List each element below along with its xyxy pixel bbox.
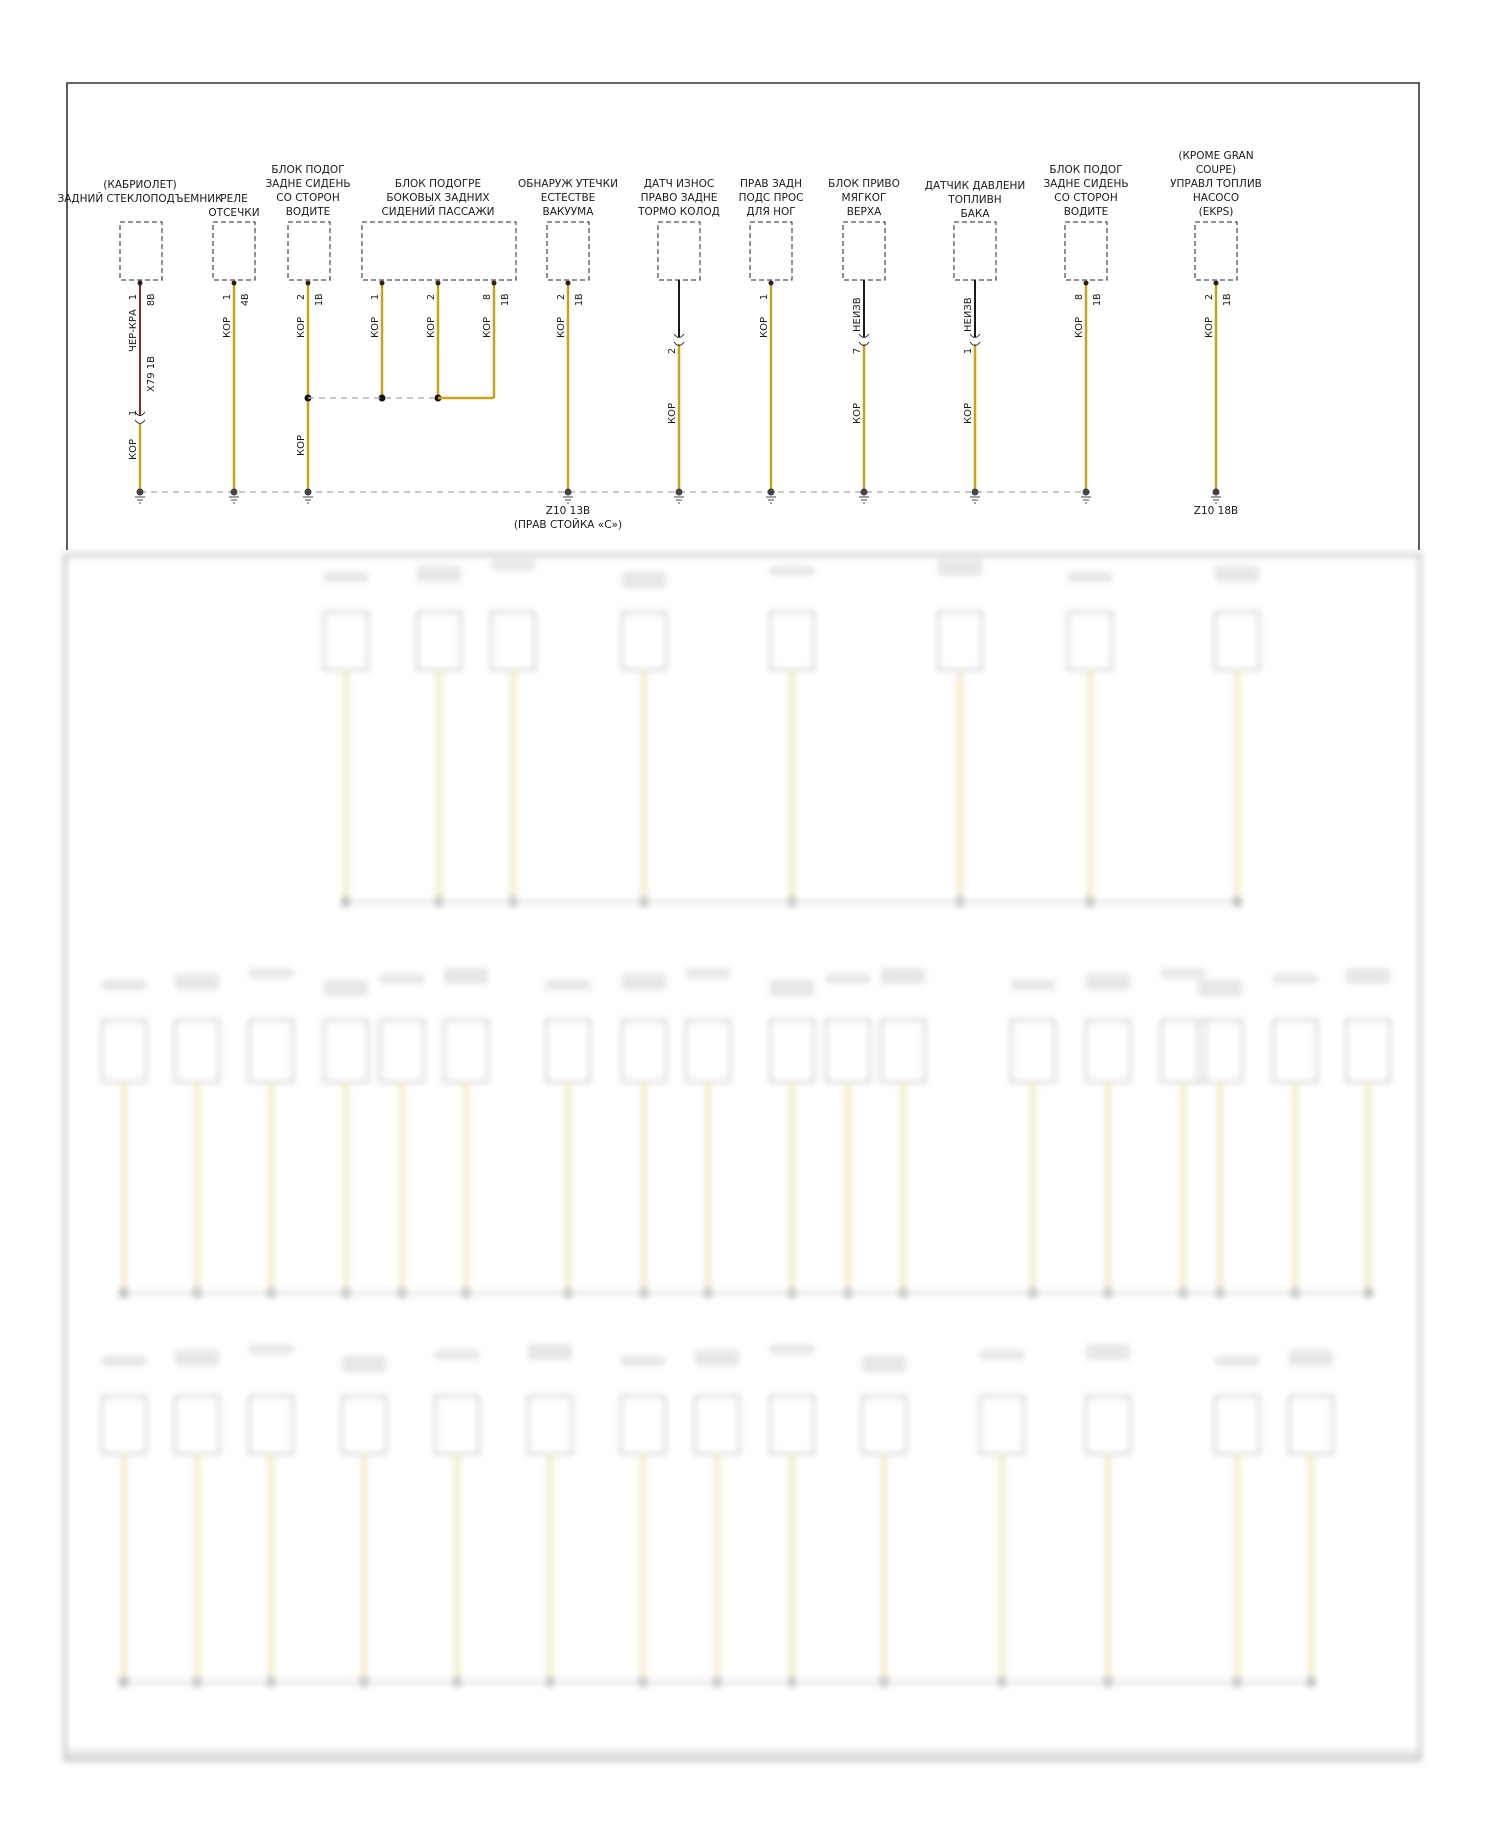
component-label-line: (EKPS) (1198, 206, 1234, 218)
component-label-line: ЕСТЕСТВЕ (540, 192, 596, 204)
pin-number: 8 (482, 293, 493, 300)
row1-box-blur (1215, 612, 1259, 670)
wire-color-label: КОР (128, 438, 139, 460)
component-soft-top-drive-unit (828, 178, 900, 503)
row2-label-blur (1161, 968, 1205, 978)
row1-box-blur (491, 612, 535, 670)
component-label-line: СО СТОРОН (1054, 192, 1118, 204)
row3-box-blur (621, 1396, 665, 1454)
row2-label-blur (1011, 980, 1055, 990)
row2-label-blur (102, 980, 146, 990)
pin-number: 7 (852, 347, 863, 354)
pin-number: 2 (667, 347, 678, 354)
row2-box-blur (102, 1020, 146, 1082)
row2-box-blur (1273, 1020, 1317, 1082)
component-label-line: ЗАДНЕ СИДЕНЬ (265, 178, 351, 190)
row3-box-blur (435, 1396, 479, 1454)
row3-box-blur (980, 1396, 1024, 1454)
row2-label-blur (881, 968, 925, 984)
component-label-line: БАКА (960, 208, 990, 220)
component-label-line: БЛОК ПОДОГ (1049, 164, 1123, 176)
component-label-line: ВЕРХА (846, 206, 882, 218)
row3-label-blur (435, 1350, 479, 1360)
wire-color-label: КОР (1074, 316, 1085, 338)
wire-color-label: НЕИЗВ (852, 297, 863, 332)
row1-box-blur (622, 612, 666, 670)
row2-box-blur (770, 1020, 814, 1082)
row3-label-blur (1086, 1344, 1130, 1360)
row3-label-blur (695, 1350, 739, 1366)
row1-label-blur (324, 572, 368, 582)
component-label-line: COUPE) (1195, 164, 1237, 176)
row2-label-blur (444, 968, 488, 984)
wire-color-label: КОР (667, 402, 678, 424)
component-label-line: ТОРМО КОЛОД (638, 206, 720, 218)
row1-box-blur (417, 612, 461, 670)
component-label-line: ОБНАРУЖ УТЕЧКИ (518, 178, 618, 190)
pin-number: 1 (128, 293, 139, 300)
pin-number: 1 (759, 293, 770, 300)
component-cutoff-relay (208, 193, 259, 503)
wire-color-label: НЕИЗВ (963, 297, 974, 332)
wire-color-label: КОР (426, 316, 437, 338)
row2-box-blur (380, 1020, 424, 1082)
row2-box-blur (1346, 1020, 1390, 1082)
row2-box-blur (881, 1020, 925, 1082)
row3-box-blur (862, 1396, 906, 1454)
component-label-line: (КАБРИОЛЕТ) (103, 179, 177, 191)
row3-label-blur (1215, 1356, 1259, 1366)
component-rear-right-footwell-light (739, 178, 804, 503)
component-label-line: БЛОК ПРИВО (828, 178, 900, 190)
pin-number: 2 (296, 293, 307, 300)
connector-id: 1В (574, 293, 585, 306)
row3-box-blur (528, 1396, 572, 1454)
row2-label-blur (1198, 980, 1242, 996)
row3-box-blur (1289, 1396, 1333, 1454)
row2-box-blur (546, 1020, 590, 1082)
component-fuel-pump-control-ekps (1170, 150, 1262, 503)
component-label-line: ТОПЛИВН (948, 194, 1002, 206)
row1-label-blur (1215, 566, 1259, 582)
row2-label-blur (380, 974, 424, 984)
row2-label-blur (1086, 974, 1130, 990)
component-label-line: ОТСЕЧКИ (208, 207, 260, 219)
row2-box-blur (622, 1020, 666, 1082)
splice-label: X79 1B (146, 356, 157, 392)
row1-box-blur (938, 612, 982, 670)
row1-label-blur (417, 566, 461, 582)
wire-color-label: КОР (852, 402, 863, 424)
connector-id: 1В (500, 293, 511, 306)
component-label-line: УПРАВЛ ТОПЛИВ (1170, 178, 1262, 190)
wire-color-label: КОР (222, 316, 233, 338)
component-label-line: ДЛЯ НОГ (746, 206, 796, 218)
row2-label-blur (1346, 968, 1390, 984)
row2-label-blur (770, 980, 814, 996)
component-label-line: (КРОМЕ GRAN (1178, 150, 1254, 162)
splice-pin-number: 1 (128, 409, 139, 416)
ground-label: Z10 13B (545, 505, 591, 517)
row3-label-blur (621, 1356, 665, 1366)
component-label-line: ЗАДНЕ СИДЕНЬ (1043, 178, 1129, 190)
connector-id: 4В (240, 293, 251, 306)
component-label-line: ПРАВО ЗАДНЕ (640, 192, 718, 204)
row3-box-blur (342, 1396, 386, 1454)
component-label-line: ВОДИТЕ (285, 206, 331, 218)
component-label-line: СО СТОРОН (276, 192, 340, 204)
row3-box-blur (102, 1396, 146, 1454)
connector-id: 1В (314, 293, 325, 306)
row3-label-blur (1289, 1350, 1333, 1366)
wire-color-label: КОР (482, 316, 493, 338)
row3-box-blur (1086, 1396, 1130, 1454)
blurred-lower-diagram (65, 555, 1420, 1760)
ground-label: (ПРАВ СТОЙКА «С») (513, 519, 623, 531)
component-label-line: ВАКУУМА (542, 206, 594, 218)
row1-label-blur (938, 560, 982, 576)
row2-box-blur (1011, 1020, 1055, 1082)
component-label-line: БОКОВЫХ ЗАДНИХ (386, 192, 490, 204)
component-label-line: РЕЛЕ (220, 193, 248, 205)
component-rear-side-seat-heater-passenger (308, 178, 516, 402)
row3-label-blur (175, 1350, 219, 1366)
component-label-line: БЛОК ПОДОГ (271, 164, 345, 176)
row2-box-blur (249, 1020, 293, 1082)
component-fuel-tank-pressure-sensor (925, 180, 1026, 503)
row1-label-blur (622, 572, 666, 588)
connector-id: 8В (146, 293, 157, 306)
component-label-line: МЯГКОГ (841, 192, 887, 204)
pin-number: 1 (370, 293, 381, 300)
pin-number: 2 (1204, 293, 1215, 300)
row3-label-blur (770, 1344, 814, 1354)
component-label-line: ЗАДНИЙ СТЕКЛОПОДЪЕМНИК (57, 193, 223, 205)
row2-label-blur (175, 974, 219, 990)
row2-label-blur (622, 974, 666, 990)
row3-box-blur (249, 1396, 293, 1454)
component-label-line: ВОДИТЕ (1063, 206, 1109, 218)
row3-label-blur (980, 1350, 1024, 1360)
wire-color-label: ЧЕР-КРА (128, 309, 139, 352)
row1-box-blur (770, 612, 814, 670)
pin-number: 1 (963, 347, 974, 354)
row2-box-blur (175, 1020, 219, 1082)
row2-label-blur (324, 980, 368, 996)
row3-label-blur (528, 1344, 572, 1360)
row2-label-blur (686, 968, 730, 978)
pin-number: 1 (222, 293, 233, 300)
row3-box-blur (175, 1396, 219, 1454)
wire-color-label: КОР (759, 316, 770, 338)
connector-id: 1В (1092, 293, 1103, 306)
wire-color-label: КОР (556, 316, 567, 338)
wire-color-label: КОР (296, 316, 307, 338)
row2-box-blur (444, 1020, 488, 1082)
component-label-line: ПОДС ПРОС (738, 192, 804, 204)
component-rear-seat-heater-driver (265, 164, 350, 503)
pin-number: 8 (1074, 293, 1085, 300)
row3-box-blur (1215, 1396, 1259, 1454)
row3-label-blur (249, 1344, 293, 1354)
row3-label-blur (342, 1356, 386, 1372)
component-rear-seat-heater-driver-2 (1043, 164, 1128, 503)
row2-box-blur (826, 1020, 870, 1082)
row1-box-blur (324, 612, 368, 670)
row3-box-blur (695, 1396, 739, 1454)
component-label-line: ПРАВ ЗАДН (740, 178, 802, 190)
row2-label-blur (546, 980, 590, 990)
component-label-line: СИДЕНИЙ ПАССАЖИ (381, 206, 495, 218)
component-natural-vacuum-leak-detection (518, 178, 618, 503)
component-label-line: ДАТЧИК ДАВЛЕНИ (924, 180, 1026, 192)
pin-number: 2 (426, 293, 437, 300)
row2-label-blur (249, 968, 293, 978)
row1-label-blur (770, 566, 814, 576)
ground-label: Z10 18B (1193, 505, 1239, 517)
connector-id: 1В (1222, 293, 1233, 306)
row2-box-blur (324, 1020, 368, 1082)
wire-color-label: КОР (1204, 316, 1215, 338)
wire-color-label: КОР (370, 316, 381, 338)
pin-number: 2 (556, 293, 567, 300)
row3-label-blur (102, 1356, 146, 1366)
component-label-line: НАСОСО (1192, 192, 1240, 204)
row2-label-blur (826, 974, 870, 984)
component-rear-right-brake-wear-sensor (637, 178, 720, 503)
row1-label-blur (491, 560, 535, 570)
row2-box-blur (686, 1020, 730, 1082)
row2-label-blur (1273, 974, 1317, 984)
wire-color-label: КОР (296, 434, 307, 456)
wire-color-label: КОР (963, 402, 974, 424)
component-rear-window-lifter (57, 179, 223, 503)
row3-box-blur (770, 1396, 814, 1454)
component-label-line: БЛОК ПОДОГРЕ (394, 178, 482, 190)
row2-box-blur (1086, 1020, 1130, 1082)
row1-label-blur (1068, 572, 1112, 582)
row1-box-blur (1068, 612, 1112, 670)
component-label-line: ДАТЧ ИЗНОС (643, 178, 715, 190)
row3-label-blur (862, 1356, 906, 1372)
